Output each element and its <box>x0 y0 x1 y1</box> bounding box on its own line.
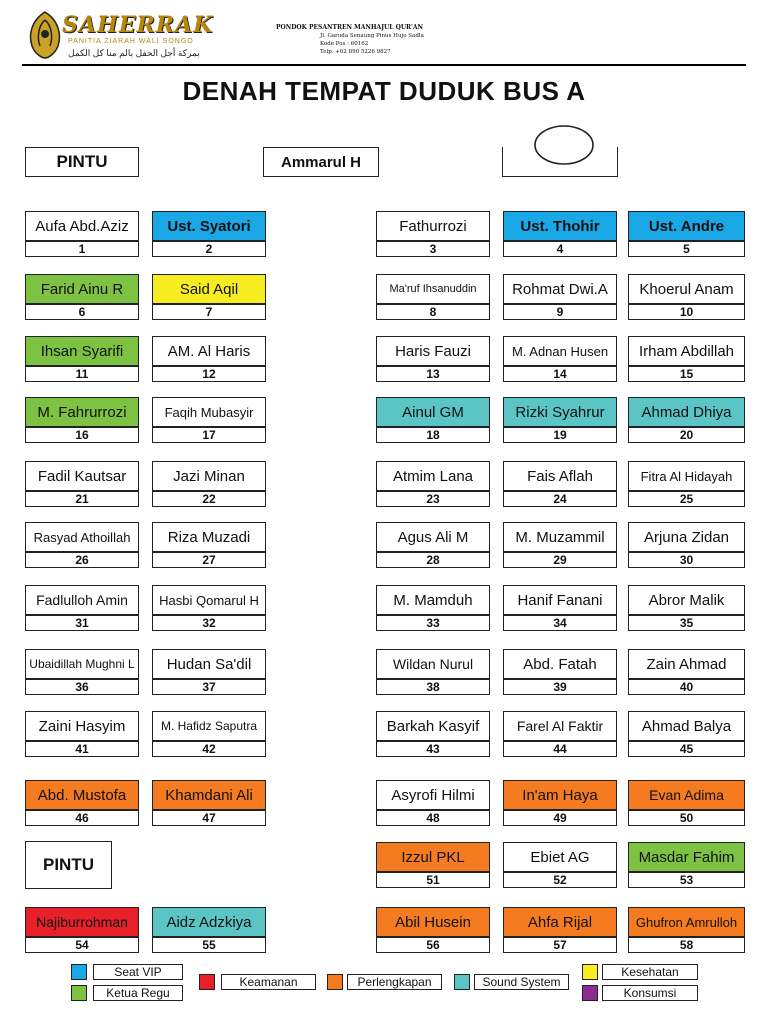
seat-number-24: 24 <box>503 491 617 507</box>
seat-number-21: 21 <box>25 491 139 507</box>
seat-16: M. Fahrurrozi <box>25 397 139 427</box>
seat-number-39: 39 <box>503 679 617 695</box>
seat-number-7: 7 <box>152 304 266 320</box>
legend-swatch-sound <box>454 974 470 990</box>
legend-swatch-konsumsi <box>582 985 598 1001</box>
seat-number-5: 5 <box>628 241 745 257</box>
seat-4: Ust. Thohir <box>503 211 617 241</box>
seat-13: Haris Fauzi <box>376 336 490 366</box>
seat-number-49: 49 <box>503 810 617 826</box>
seat-number-27: 27 <box>152 552 266 568</box>
legend-label-keamanan: Keamanan <box>221 974 316 990</box>
seat-26: Rasyad Athoillah <box>25 522 139 552</box>
seat-number-13: 13 <box>376 366 490 382</box>
seat-7: Said Aqil <box>152 274 266 304</box>
seat-number-57: 57 <box>503 937 617 953</box>
legend-label-sound: Sound System <box>474 974 569 990</box>
seat-number-19: 19 <box>503 427 617 443</box>
seat-52: Ebiet AG <box>503 842 617 872</box>
seat-40: Zain Ahmad <box>628 649 745 679</box>
seat-number-47: 47 <box>152 810 266 826</box>
institution-phone-line: Telp. +62 890 5226 9827 <box>320 49 391 55</box>
seat-number-18: 18 <box>376 427 490 443</box>
seat-number-23: 23 <box>376 491 490 507</box>
seat-34: Hanif Fanani <box>503 585 617 615</box>
seat-58: Ghufron Amrulloh <box>628 907 745 937</box>
seat-11: Ihsan Syarifi <box>25 336 139 366</box>
institution-address-line: Jl. Garuda Senaung Pinus Hujo Sadla <box>320 33 424 39</box>
seat-54: Najiburrohman <box>25 907 139 937</box>
seat-number-46: 46 <box>25 810 139 826</box>
seat-1: Aufa Abd.Aziz <box>25 211 139 241</box>
seat-50: Evan Adima <box>628 780 745 810</box>
seat-15: Irham Abdillah <box>628 336 745 366</box>
seat-24: Fais Aflah <box>503 461 617 491</box>
seat-21: Fadil Kautsar <box>25 461 139 491</box>
seat-number-10: 10 <box>628 304 745 320</box>
logo-subtext: PANITIA ZIARAH WALI SONGO <box>68 38 194 45</box>
seat-number-30: 30 <box>628 552 745 568</box>
seat-number-9: 9 <box>503 304 617 320</box>
seat-number-43: 43 <box>376 741 490 757</box>
seat-number-54: 54 <box>25 937 139 953</box>
seat-number-15: 15 <box>628 366 745 382</box>
seat-number-31: 31 <box>25 615 139 631</box>
seat-number-17: 17 <box>152 427 266 443</box>
seat-2: Ust. Syatori <box>152 211 266 241</box>
seat-number-16: 16 <box>25 427 139 443</box>
institution-postal-line: Kode Pos : 60162 <box>320 41 369 47</box>
seat-number-29: 29 <box>503 552 617 568</box>
logo-arabic: بمركة أجل الحفل بالم منا كل الكمل <box>68 48 200 58</box>
seat-38: Wildan Nurul <box>376 649 490 679</box>
seat-number-20: 20 <box>628 427 745 443</box>
legend-label-vip: Seat VIP <box>93 964 183 980</box>
seat-57: Ahfa Rijal <box>503 907 617 937</box>
seat-28: Agus Ali M <box>376 522 490 552</box>
seat-44: Farel Al Faktir <box>503 711 617 741</box>
seat-31: Fadlulloh Amin <box>25 585 139 615</box>
seat-41: Zaini Hasyim <box>25 711 139 741</box>
seat-20: Ahmad Dhiya <box>628 397 745 427</box>
seat-29: M. Muzammil <box>503 522 617 552</box>
seat-number-33: 33 <box>376 615 490 631</box>
seat-6: Farid Ainu R <box>25 274 139 304</box>
seat-number-25: 25 <box>628 491 745 507</box>
logo-text: SAHERRAK <box>62 12 214 38</box>
seat-27: Riza Muzadi <box>152 522 266 552</box>
seat-number-37: 37 <box>152 679 266 695</box>
seat-number-8: 8 <box>376 304 490 320</box>
seat-55: Aidz Adzkiya <box>152 907 266 937</box>
seat-25: Fitra Al Hidayah <box>628 461 745 491</box>
seat-42: M. Hafidz Saputra <box>152 711 266 741</box>
seat-number-2: 2 <box>152 241 266 257</box>
logo <box>22 8 212 64</box>
seat-number-11: 11 <box>25 366 139 382</box>
driver-seat: Ammarul H <box>263 147 379 177</box>
seat-number-4: 4 <box>503 241 617 257</box>
seat-48: Asyrofi Hilmi <box>376 780 490 810</box>
legend-swatch-perlengkapan <box>327 974 343 990</box>
seat-number-35: 35 <box>628 615 745 631</box>
seat-18: Ainul GM <box>376 397 490 427</box>
seat-number-14: 14 <box>503 366 617 382</box>
seat-36: Ubaidillah Mughni L <box>25 649 139 679</box>
legend-swatch-kesehatan <box>582 964 598 980</box>
institution-name: PONDOK PESANTREN MANHAJUL QUR'AN <box>276 24 424 31</box>
seat-number-42: 42 <box>152 741 266 757</box>
seat-19: Rizki Syahrur <box>503 397 617 427</box>
seat-number-52: 52 <box>503 872 617 888</box>
steering-wheel-icon <box>533 124 595 168</box>
seat-32: Hasbi Qomarul H <box>152 585 266 615</box>
door-rear: PINTU <box>25 841 112 889</box>
seat-17: Faqih Mubasyir <box>152 397 266 427</box>
header-divider <box>22 64 746 66</box>
seat-22: Jazi Minan <box>152 461 266 491</box>
door-front: PINTU <box>25 147 139 177</box>
seat-number-41: 41 <box>25 741 139 757</box>
seat-number-32: 32 <box>152 615 266 631</box>
page-title: DENAH TEMPAT DUDUK BUS A <box>182 76 586 106</box>
legend-label-ketua: Ketua Regu <box>93 985 183 1001</box>
seat-number-22: 22 <box>152 491 266 507</box>
seat-14: M. Adnan Husen <box>503 336 617 366</box>
seat-number-28: 28 <box>376 552 490 568</box>
seat-number-50: 50 <box>628 810 745 826</box>
seat-number-53: 53 <box>628 872 745 888</box>
seat-number-36: 36 <box>25 679 139 695</box>
seat-53: Masdar Fahim <box>628 842 745 872</box>
legend-swatch-keamanan <box>199 974 215 990</box>
seat-number-45: 45 <box>628 741 745 757</box>
seat-number-44: 44 <box>503 741 617 757</box>
seat-number-3: 3 <box>376 241 490 257</box>
seat-number-48: 48 <box>376 810 490 826</box>
seat-35: Abror Malik <box>628 585 745 615</box>
legend-swatch-ketua <box>71 985 87 1001</box>
seat-number-55: 55 <box>152 937 266 953</box>
seat-39: Abd. Fatah <box>503 649 617 679</box>
seat-number-26: 26 <box>25 552 139 568</box>
seat-51: Izzul PKL <box>376 842 490 872</box>
legend-label-konsumsi: Konsumsi <box>602 985 698 1001</box>
seat-8: Ma'ruf Ihsanuddin <box>376 274 490 304</box>
legend-label-perlengkapan: Perlengkapan <box>347 974 442 990</box>
seat-number-56: 56 <box>376 937 490 953</box>
legend-label-kesehatan: Kesehatan <box>602 964 698 980</box>
seat-number-34: 34 <box>503 615 617 631</box>
seat-9: Rohmat Dwi.A <box>503 274 617 304</box>
seat-number-1: 1 <box>25 241 139 257</box>
seat-43: Barkah Kasyif <box>376 711 490 741</box>
seat-number-51: 51 <box>376 872 490 888</box>
seat-12: AM. Al Haris <box>152 336 266 366</box>
seat-30: Arjuna Zidan <box>628 522 745 552</box>
seat-3: Fathurrozi <box>376 211 490 241</box>
seat-56: Abil Husein <box>376 907 490 937</box>
seat-45: Ahmad Balya <box>628 711 745 741</box>
seat-number-6: 6 <box>25 304 139 320</box>
seat-number-12: 12 <box>152 366 266 382</box>
seat-46: Abd. Mustofa <box>25 780 139 810</box>
seat-5: Ust. Andre <box>628 211 745 241</box>
seat-number-58: 58 <box>628 937 745 953</box>
legend-swatch-vip <box>71 964 87 980</box>
seat-number-40: 40 <box>628 679 745 695</box>
seat-49: In'am Haya <box>503 780 617 810</box>
institution-info <box>276 24 476 56</box>
seat-number-38: 38 <box>376 679 490 695</box>
seat-37: Hudan Sa'dil <box>152 649 266 679</box>
seat-33: M. Mamduh <box>376 585 490 615</box>
seat-47: Khamdani Ali <box>152 780 266 810</box>
seat-23: Atmim Lana <box>376 461 490 491</box>
seat-10: Khoerul Anam <box>628 274 745 304</box>
